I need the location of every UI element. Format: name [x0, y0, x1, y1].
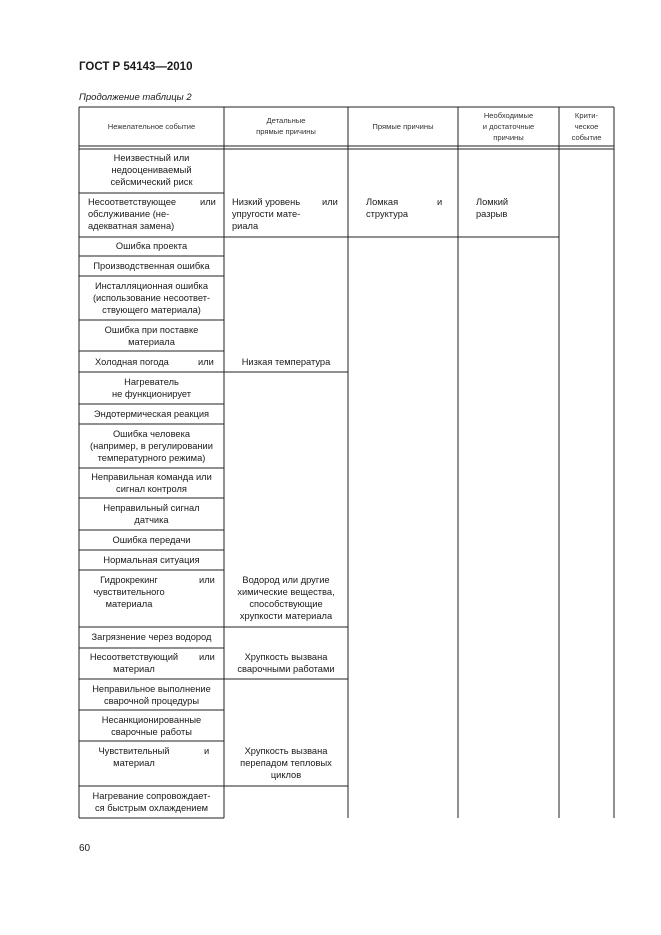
event-cell: Ошибка человека (например, в регулировании температурного режима) [90, 429, 213, 463]
detailed-cause-cell: Хрупкость вызвана перепадом тепловых циклов [240, 746, 332, 780]
detailed-cause-cell: Водород или другие химические вещества, способствующие хрупкости материала [237, 575, 335, 621]
event-cell: Холодная погода [95, 357, 169, 367]
event-cell: Инсталляционная ошибка (использование несоответ- ствующего материала) [92, 281, 211, 315]
and-connector: и [204, 746, 210, 756]
column-header-undesired-event: Нежелательное событие [107, 122, 196, 131]
or-connector: или [200, 197, 216, 207]
event-cell: Загрязнение через водород [91, 632, 212, 642]
event-cell: Эндотермическая реакция [93, 409, 210, 419]
or-connector: или [199, 652, 215, 662]
or-connector: или [198, 357, 214, 367]
detailed-cause-cell: Низкий уровень упругости мате- риала [232, 197, 301, 231]
event-cell: Неизвестный или недооцениваемый сейсмический риск [110, 153, 193, 187]
table-continuation-label: Продолжение таблицы 2 [79, 92, 192, 103]
column-header-detailed-direct-causes: Детальные прямые причины [256, 116, 316, 136]
event-cell: Неправильная команда или сигнал контроля [91, 472, 212, 494]
event-cell: Нагревание сопровождает- ся быстрым охлаждением [92, 791, 211, 813]
detailed-cause-cell: Хрупкость вызвана сварочными работами [237, 652, 335, 674]
direct-cause-cell: Ломкая структура [366, 197, 409, 219]
event-cell: Чувствительный материал [98, 746, 170, 768]
event-cell: Неправильное выполнение сварочной процедуры [92, 684, 211, 706]
event-cell: Ошибка проекта [115, 241, 188, 251]
or-connector: или [199, 575, 215, 585]
and-connector: и [437, 197, 443, 207]
column-header-necessary-sufficient-causes: Необходимые и достаточные причины [482, 111, 535, 142]
column-header-direct-causes: Прямые причины [372, 122, 434, 131]
event-cell: Несанкционированные сварочные работы [101, 715, 202, 737]
detailed-cause-cell: Низкая температура [241, 357, 331, 367]
column-header-critical-event: Крити- ческое событие [571, 111, 602, 142]
or-connector: или [322, 197, 338, 207]
event-cell: Нормальная ситуация [103, 555, 200, 565]
event-cell: Производственная ошибка [93, 261, 210, 271]
event-cell: Ошибка при поставке материала [104, 325, 199, 347]
event-cell: Неправильный сигнал датчика [103, 503, 200, 525]
event-cell: Ошибка передачи [112, 535, 191, 545]
page-number: 60 [79, 843, 91, 854]
event-cell: Несоответствующее обслуживание (не- адекватная замена) [88, 197, 177, 231]
sufficient-cause-cell: Ломкий разрыв [476, 197, 509, 219]
event-cell: Гидрокрекинг чувствительного материала [93, 575, 165, 609]
event-cell: Несоответствующий материал [89, 652, 179, 674]
event-cell: Нагреватель не функционирует [111, 377, 192, 399]
document-code: ГОСТ Р 54143—2010 [79, 61, 193, 73]
